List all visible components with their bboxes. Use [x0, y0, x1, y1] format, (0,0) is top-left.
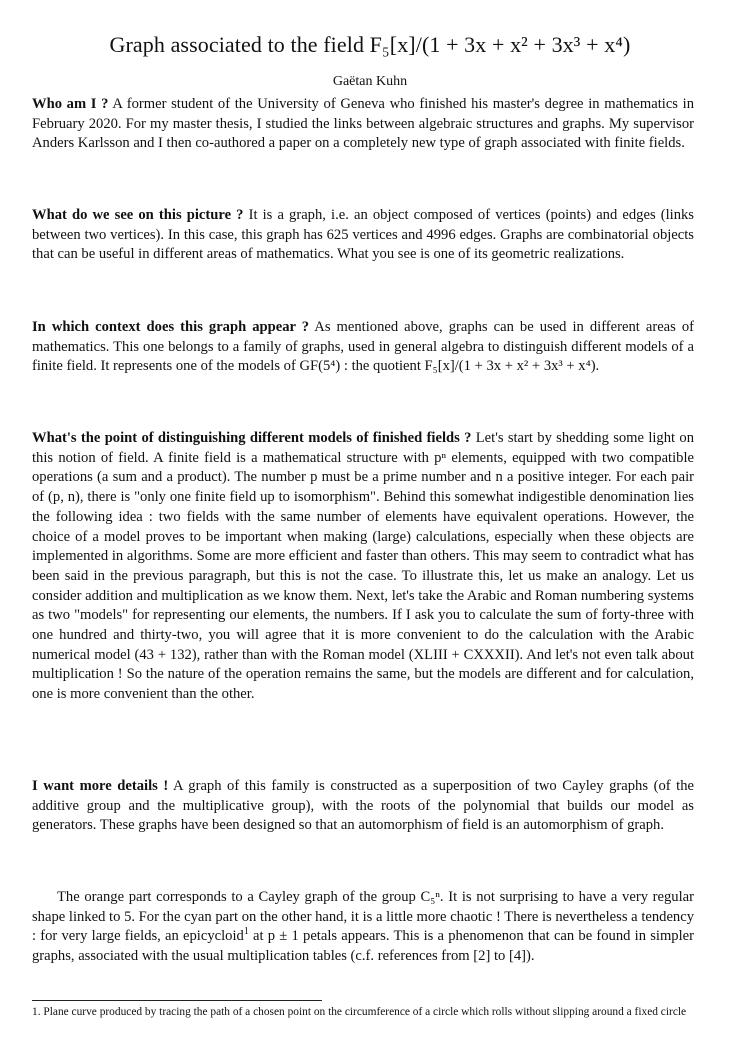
closing-paragraph [32, 888, 694, 967]
section-heading: I want more details ! [32, 778, 169, 794]
footnote: 1. Plane curve produced by tracing the path of a chosen point on the circumference of a circle which rolls without slipping around a fixed circle [32, 1006, 687, 1018]
author-name: Gaëtan Kuhn [332, 74, 408, 89]
closing-text-part2: at p ± 1 petals appears. This is a phenomenon that can be found in simpler graphs, associated with the usual multiplication tables (c.f. references from [2] to [4]). [32, 928, 694, 965]
section-text: It is a graph, i.e. an object composed of vertices (points) and edges (links between two vertices). In this case, this graph has 625 vertices and 4996 edges. Graphs are combinatorial objects that can be useful in different areas of mathematics. What you see is one of its geometric realizations. [32, 207, 694, 263]
footnote-divider [32, 1000, 322, 1001]
section-text: A former student of the University of Geneva who finished his master's degree in mathematics in February 2020. For my master thesis, I studied the links between algebraic structures and graphs. My supervisor Anders Karlsson and I then co-authored a paper on a completely new type of graph associated with finite fields. [32, 96, 694, 152]
section-heading: What do we see on this picture ? [32, 207, 244, 223]
footnote-marker: 1 [243, 926, 249, 938]
page-title: Graph associated to the field F₅[x]/(1 + 3x + x² + 3x³ + x⁴) [109, 32, 631, 57]
section-heading: What's the point of distinguishing different models of finished fields ? [32, 430, 472, 446]
section-what-do-we-see [32, 206, 694, 265]
section-point-of-models [32, 429, 694, 705]
section-heading: Who am I ? [32, 96, 109, 112]
section-heading: In which context does this graph appear ? [32, 319, 310, 335]
section-who-am-i [32, 95, 694, 154]
section-more-details [32, 777, 694, 836]
section-text: Let's start by shedding some light on this notion of field. A finite field is a mathematical structure with pⁿ elements, equipped with two compatible operations (a sum and a product). The number p must be a prime number and n a positive integer. For each pair of (p, n), there is "only one finite field up to isomorphism". Behind this somewhat indigestible denomination lies the following idea : two fields with the same number of elements have equivalent operations. However, the choice of a model proves to be important when making (large) calculations, especially when these objects are implemented in algorithms. Some are more efficient and faster than others. This may seem to contradict what has been said in the previous paragraph, but this is not the case. To illustrate this, let us make an analogy. Let us consider addition and multiplication as we know them. Next, let's take the Arabic and Roman numbering systems as two "models" for representing our elements, the numbers. If I ask you to calculate the sum of forty-three with one hundred and thirty-two, you will agree that it is more convenient to do the calculation with the Arabic numerical model (43 + 132), rather than with the Roman model (XLIII + CXXXII). And let's not even talk about multiplication ! So the nature of the operation remains the same, but the models are different and for calculation, one is more convenient than the other. [32, 430, 694, 703]
closing-text-part1: The orange part corresponds to a Cayley graph of the group C₅ⁿ. It is not surprising to have a very regular shape linked to 5. For the cyan part on the other hand, it is a little more chaotic ! There is nevertheless a tendency : for very large fields, an epicycloid [32, 889, 694, 945]
section-context [32, 318, 694, 377]
section-text: A graph of this family is constructed as a superposition of two Cayley graphs (of the additive group and the multiplicative group), with the roots of the polynomial that builds our model as generators. These graphs have been designed so that an automorphism of field is an automorphism of graph. [32, 778, 694, 834]
section-text: As mentioned above, graphs can be used in different areas of mathematics. This one belongs to a family of graphs, used in general algebra to distinguish different models of a finite field. It represents one of the models of GF(5⁴) : the quotient F₅[x]/(1 + 3x + x² + 3x³ + x⁴). [32, 319, 695, 375]
